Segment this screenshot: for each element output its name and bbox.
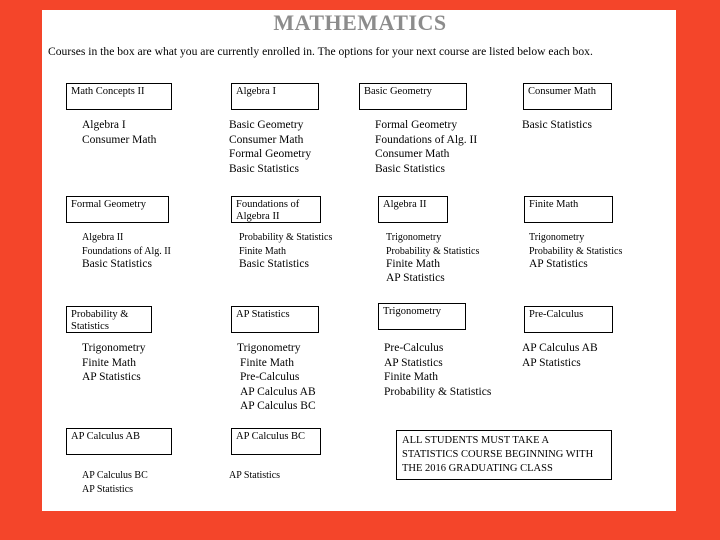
course-box: Math Concepts II bbox=[66, 83, 172, 110]
course-box: AP Calculus AB bbox=[66, 428, 172, 455]
course-options bbox=[522, 118, 592, 133]
option-item: Finite Math bbox=[82, 356, 136, 369]
course-options bbox=[229, 118, 311, 176]
option-item: Finite Math bbox=[384, 371, 438, 383]
page-subtitle: Courses in the box are what you are currently enrolled in. The options for your next course are listed below each box. bbox=[48, 45, 593, 58]
option-item: Consumer Math bbox=[82, 133, 157, 146]
course-box: Trigonometry bbox=[378, 303, 466, 330]
course-options bbox=[522, 341, 598, 370]
course-options bbox=[82, 341, 145, 385]
course-options bbox=[375, 118, 477, 176]
course-box: Formal Geometry bbox=[66, 196, 169, 223]
option-item: Basic Statistics bbox=[229, 162, 299, 175]
option-item: Pre-Calculus bbox=[384, 342, 444, 354]
option-item: Trigonometry bbox=[237, 342, 301, 354]
course-box: Probability & Statistics bbox=[66, 306, 152, 333]
course-options bbox=[386, 231, 479, 285]
course-options bbox=[82, 231, 171, 272]
course-options bbox=[82, 118, 156, 147]
option-item: Basic Statistics bbox=[82, 258, 152, 270]
course-box: Algebra II bbox=[378, 196, 448, 223]
option-item: Probability & Statistics bbox=[386, 245, 480, 257]
course-options bbox=[529, 231, 622, 272]
course-options bbox=[239, 231, 332, 272]
option-item: Basic Statistics bbox=[239, 258, 309, 270]
option-item: Algebra II bbox=[82, 232, 124, 243]
option-item: Basic Geometry bbox=[229, 119, 304, 131]
option-item: AP Calculus AB bbox=[240, 385, 316, 398]
option-item: AP Statistics bbox=[229, 470, 281, 481]
option-item: Finite Math bbox=[239, 245, 286, 257]
option-item: AP Statistics bbox=[386, 271, 445, 284]
course-box: Algebra I bbox=[231, 83, 319, 110]
option-item: AP Calculus BC bbox=[240, 400, 316, 412]
option-item: Basic Statistics bbox=[375, 162, 445, 175]
option-item: Probability & Statistics bbox=[529, 245, 623, 257]
option-item: Foundations of Alg. II bbox=[375, 133, 478, 146]
option-item: Algebra I bbox=[82, 119, 126, 131]
option-item: Basic Statistics bbox=[522, 119, 592, 131]
course-box: AP Calculus BC bbox=[231, 428, 321, 455]
option-item: Consumer Math bbox=[229, 133, 304, 146]
option-item: AP Calculus AB bbox=[522, 342, 598, 354]
course-box: Pre-Calculus bbox=[524, 306, 613, 333]
option-item: Probability & Statistics bbox=[384, 385, 492, 398]
course-options bbox=[82, 469, 148, 496]
statistics-requirement-note bbox=[396, 430, 612, 480]
option-item: AP Statistics bbox=[529, 258, 588, 270]
note-text: ALL STUDENTS MUST TAKE A STATISTICS COURSE BEGINNING WITH THE 2016 GRADUATING CLASS bbox=[402, 435, 594, 474]
option-item: AP Statistics bbox=[82, 483, 134, 495]
option-item: AP Statistics bbox=[522, 356, 581, 369]
option-item: Formal Geometry bbox=[229, 148, 312, 160]
course-box: Basic Geometry bbox=[359, 83, 467, 110]
course-box: AP Statistics bbox=[231, 306, 319, 333]
option-item: Formal Geometry bbox=[375, 119, 458, 131]
option-item: AP Calculus BC bbox=[82, 470, 148, 481]
option-item: Probability & Statistics bbox=[239, 232, 333, 243]
option-item: Finite Math bbox=[386, 258, 440, 270]
page-title: MATHEMATICS bbox=[273, 10, 447, 35]
option-item: Consumer Math bbox=[375, 148, 450, 160]
course-box: Consumer Math bbox=[523, 83, 612, 110]
option-item: Trigonometry bbox=[82, 342, 146, 354]
option-item: AP Statistics bbox=[82, 371, 141, 383]
option-item: Finite Math bbox=[240, 356, 294, 369]
course-options bbox=[384, 341, 491, 399]
option-item: Trigonometry bbox=[529, 232, 585, 243]
course-box: Finite Math bbox=[524, 196, 613, 223]
option-item: Trigonometry bbox=[386, 232, 442, 243]
course-options bbox=[229, 469, 280, 483]
option-item: Pre-Calculus bbox=[240, 371, 300, 383]
course-options bbox=[237, 341, 316, 414]
option-item: Foundations of Alg. II bbox=[82, 245, 171, 257]
option-item: AP Statistics bbox=[384, 356, 443, 369]
course-box: Foundations of Algebra II bbox=[231, 196, 321, 223]
